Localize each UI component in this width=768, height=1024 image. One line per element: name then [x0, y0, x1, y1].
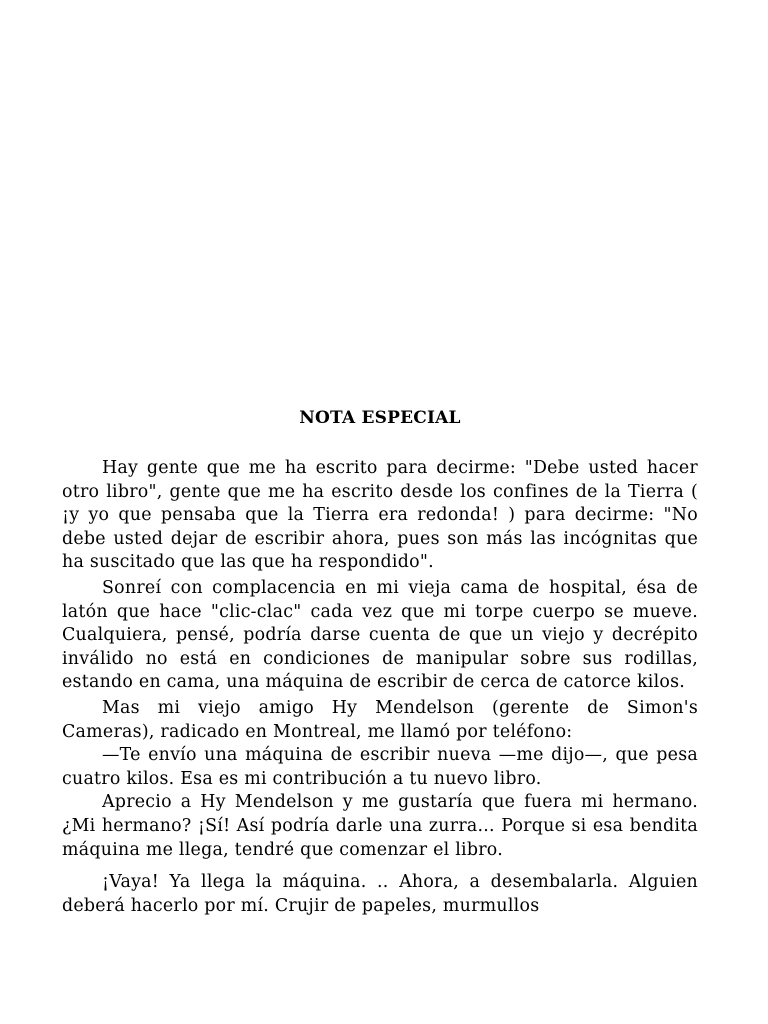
- paragraph-2: Sonreí con complacencia en mi vieja cama de hospital, ésa de latón que hace "clic-clac" cada vez que mi torpe cuerpo se mueve. Cualquiera, pensé, podría darse cuenta de que un viejo y decrépito inválido no está en condiciones de manipular sobre sus rodillas, estando en cama, una máquina de escribir de cerca de catorce kilos.: [62, 577, 698, 693]
- paragraph-1: Hay gente que me ha escrito para decirme: "Debe usted hacer otro libro", gente que me ha escrito desde los confines de la Tierra ( ¡y yo que pensaba que la Tierra era redonda! ) para decirme: "No debe usted dejar de escribir ahora, pues son más las incógnitas que ha suscitado que las que ha respondido".: [62, 458, 698, 573]
- section-title: NOTA ESPECIAL: [299, 408, 461, 428]
- paragraph-3: Mas mi viejo amigo Hy Mendelson (gerente de Simon's Cameras), radicado en Montreal, me llamó por teléfono:: [62, 697, 698, 742]
- body-text: [62, 457, 698, 918]
- paragraph-6: ¡Vaya! Ya llega la máquina. .. Ahora, a desembalarla. Alguien deberá hacerlo por mí. Crujir de papeles, murmullos: [62, 872, 698, 916]
- paragraph-4: —Te envío una máquina de escribir nueva —me dijo—, que pesa cuatro kilos. Esa es mi contribución a tu nuevo libro.: [62, 745, 698, 789]
- paragraph-5: Aprecio a Hy Mendelson y me gustaría que fuera mi hermano. ¿Mi hermano? ¡Sí! Así podría darle una zurra... Porque si esa bendita máquina me llega, tendré que comenzar el libro.: [62, 792, 698, 860]
